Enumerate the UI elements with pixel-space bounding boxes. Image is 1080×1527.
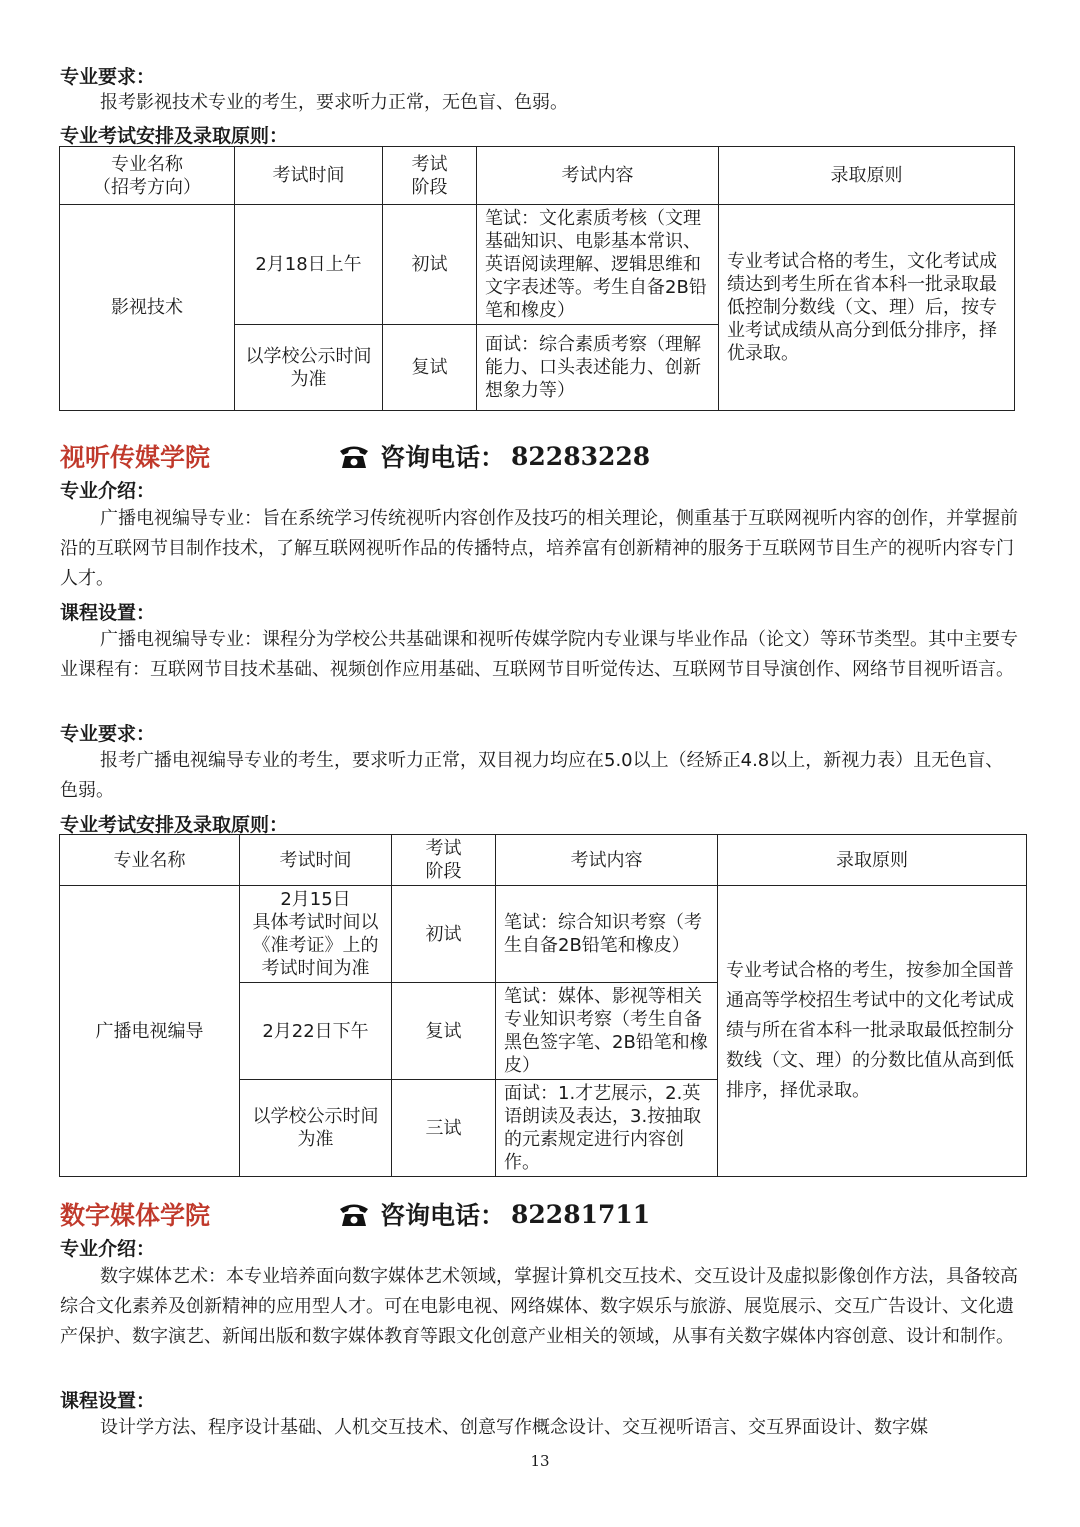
time-cell: 2月15日 具体考试时间以《准考证》上的考试时间为准 <box>240 886 392 983</box>
major-intro-heading: 专业介绍： <box>60 1238 156 1260</box>
header-stage: 考试 阶段 <box>383 147 477 205</box>
major-requirement-text: 报考影视技术专业的考生，要求听力正常，无色盲、色弱。 <box>100 92 568 113</box>
stage-cell: 复试 <box>392 983 496 1080</box>
course-text: 广播电视编导专业：课程分为学校公共基础课和视听传媒学院内专业课与毕业作品（论文）等环节类型。其中主要专业课程有：互联网节目技术基础、视频创作应用基础、互联网节目听觉传达、互联网节目导演创作、网络节目视听语言。 <box>60 629 1018 680</box>
content-cell: 面试：1.才艺展示，2.英语朗读及表达，3.按抽取的元素规定进行内容创作。 <box>496 1080 718 1177</box>
stage-cell: 复试 <box>383 325 477 411</box>
principle-cell: 专业考试合格的考生，按参加全国普通高等学校招生考试中的文化考试成绩与所在省本科一批录取最低控制分数线（文、理）的分数比值从高到低排序，择优录取。 <box>718 886 1027 1177</box>
header-major: 专业名称 （招考方向） <box>60 147 235 205</box>
time-cell: 以学校公示时间为准 <box>240 1080 392 1177</box>
major-requirement-text: 报考广播电视编导专业的考生，要求听力正常，双目视力均应在5.0以上（经矫正4.8以上，新视力表）且无色盲、色弱。 <box>60 750 1004 801</box>
course-heading: 课程设置： <box>60 1390 156 1412</box>
phone-label: 咨询电话： <box>380 443 506 472</box>
content-cell: 笔试：综合知识考察（考生自备2B铅笔和橡皮） <box>496 886 718 983</box>
stage-cell: 初试 <box>392 886 496 983</box>
phone-number: 82281711 <box>511 1199 651 1229</box>
college-title: 视听传媒学院 <box>60 443 211 472</box>
time-cell: 2月18日上午 <box>235 205 383 325</box>
header-major: 专业名称 <box>60 835 240 886</box>
page-number: 13 <box>530 1452 550 1470</box>
time-cell: 2月22日下午 <box>240 983 392 1080</box>
table-header-row <box>60 147 1015 205</box>
table-header-row <box>60 835 1027 886</box>
consult-phone <box>338 1196 650 1232</box>
table-row <box>60 886 1027 983</box>
content-cell: 面试：综合素质考察（理解能力、口头表述能力、创新想象力等） <box>477 325 719 411</box>
course-heading: 课程设置： <box>60 602 156 624</box>
phone-number: 82283228 <box>511 441 651 471</box>
major-cell: 广播电视编导 <box>60 886 240 1177</box>
major-intro-text: 数字媒体艺术：本专业培养面向数字媒体艺术领域，掌握计算机交互技术、交互设计及虚拟影像创作方法，具备较高综合文化素养及创新精神的应用型人才。可在电影电视、网络媒体、数字娱乐与旅游、展览展示、交互广告设计、文化遗产保护、数字演艺、新闻出版和数字媒体教育等跟文化创意产业相关的领域，从事有关数字媒体内容创意、设计和制作。 <box>60 1266 1018 1347</box>
major-intro-heading: 专业介绍： <box>60 480 156 502</box>
consult-phone <box>338 438 650 474</box>
course-text: 设计学方法、程序设计基础、人机交互技术、创意写作概念设计、交互视听语言、交互界面设计、数字媒 <box>100 1417 928 1438</box>
phone-label: 咨询电话： <box>380 1201 506 1230</box>
college-title: 数字媒体学院 <box>60 1201 211 1230</box>
table-row <box>60 205 1015 325</box>
major-requirement-heading: 专业要求： <box>60 723 156 745</box>
exam-arrangement-heading: 专业考试安排及录取原则： <box>60 814 289 836</box>
content-cell: 笔试：媒体、影视等相关专业知识考察（考生自备黑色签字笔、2B铅笔和橡皮） <box>496 983 718 1080</box>
exam-table-broadcast <box>59 834 1027 1177</box>
major-requirement-heading: 专业要求： <box>60 66 156 88</box>
stage-cell: 初试 <box>383 205 477 325</box>
exam-arrangement-heading: 专业考试安排及录取原则： <box>60 125 289 147</box>
stage-cell: 三试 <box>392 1080 496 1177</box>
principle-cell: 专业考试合格的考生，文化考试成绩达到考生所在省本科一批录取最低控制分数线（文、理）后，按专业考试成绩从高分到低分排序，择优录取。 <box>719 205 1015 411</box>
header-content: 考试内容 <box>477 147 719 205</box>
major-intro-text: 广播电视编导专业：旨在系统学习传统视听内容创作及技巧的相关理论，侧重基于互联网视听内容的创作，并掌握前沿的互联网节目制作技术，了解互联网视听作品的传播特点，培养富有创新精神的服务于互联网节目生产的视听内容专门人才。 <box>60 508 1018 589</box>
exam-table-film-tech <box>59 146 1015 411</box>
header-time: 考试时间 <box>240 835 392 886</box>
telephone-icon <box>338 1200 370 1228</box>
header-principle: 录取原则 <box>719 147 1015 205</box>
major-cell: 影视技术 <box>60 205 235 411</box>
time-cell: 以学校公示时间为准 <box>235 325 383 411</box>
header-time: 考试时间 <box>235 147 383 205</box>
header-principle: 录取原则 <box>718 835 1027 886</box>
content-cell: 笔试：文化素质考核（文理基础知识、电影基本常识、英语阅读理解、逻辑思维和文字表述等。考生自备2B铅笔和橡皮） <box>477 205 719 325</box>
header-content: 考试内容 <box>496 835 718 886</box>
header-stage: 考试 阶段 <box>392 835 496 886</box>
telephone-icon <box>338 442 370 470</box>
